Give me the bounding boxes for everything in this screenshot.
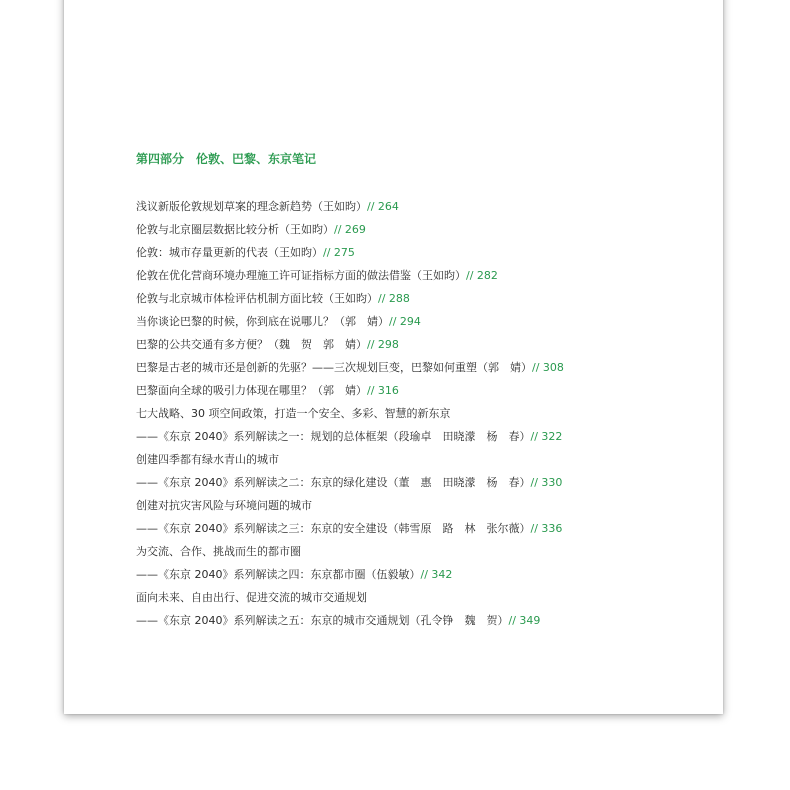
entry-text: ——《东京 2040》系列解读之五：东京的城市交通规划（孔令铮 魏 贺）: [136, 614, 509, 627]
entry-text: ——《东京 2040》系列解读之一：规划的总体框架（段瑜卓 田晓濛 杨 春）: [136, 430, 531, 443]
toc-entry[interactable]: [136, 379, 696, 402]
page-number: // 264: [367, 200, 399, 213]
toc-entry[interactable]: [136, 356, 696, 379]
entry-text: 当你谈论巴黎的时候，你到底在说哪儿？（郭 婧）: [136, 315, 389, 328]
page-number: // 294: [389, 315, 421, 328]
page-number: // 330: [530, 476, 563, 489]
page-number: // 316: [367, 384, 399, 397]
toc-entry[interactable]: [136, 402, 696, 425]
entry-text: 巴黎面向全球的吸引力体现在哪里？（郭 婧）: [136, 384, 367, 397]
entry-text: 七大战略、30 项空间政策，打造一个安全、多彩、智慧的新东京: [136, 407, 451, 420]
entry-text: 伦敦在优化营商环境办理施工许可证指标方面的做法借鉴（王如昀）: [136, 269, 466, 282]
page-number: // 322: [530, 430, 563, 443]
toc-entry[interactable]: [136, 517, 696, 540]
toc-entry[interactable]: [136, 540, 696, 563]
entry-text: 伦敦：城市存量更新的代表（王如昀）: [136, 246, 323, 259]
entry-text: 创建四季都有绿水青山的城市: [136, 453, 279, 466]
toc-entry[interactable]: [136, 241, 696, 264]
entry-text: 伦敦与北京圈层数据比较分析（王如昀）: [136, 223, 334, 236]
toc-list: [136, 195, 696, 632]
toc-entry[interactable]: [136, 264, 696, 287]
entry-text: ——《东京 2040》系列解读之二：东京的绿化建设（董 惠 田晓濛 杨 春）: [136, 476, 531, 489]
toc-entry[interactable]: [136, 195, 696, 218]
toc-entry[interactable]: [136, 333, 696, 356]
toc-entry[interactable]: [136, 218, 696, 241]
entry-text: ——《东京 2040》系列解读之三：东京的安全建设（韩雪原 路 林 张尔薇）: [136, 522, 531, 535]
entry-text: 为交流、合作、挑战而生的都市圈: [136, 545, 301, 558]
section-title: 第四部分 伦敦、巴黎、东京笔记: [136, 152, 317, 166]
toc-entry[interactable]: [136, 471, 696, 494]
page-number: // 269: [334, 223, 366, 236]
page-number: // 298: [367, 338, 399, 351]
page-number: // 282: [466, 269, 498, 282]
entry-text: 伦敦与北京城市体检评估机制方面比较（王如昀）: [136, 292, 378, 305]
entry-text: 浅议新版伦敦规划草案的理念新趋势（王如昀）: [136, 200, 367, 213]
entry-text: 创建对抗灾害风险与环境问题的城市: [136, 499, 312, 512]
toc-entry[interactable]: [136, 287, 696, 310]
entry-text: 巴黎是古老的城市还是创新的先驱？——三次规划巨变，巴黎如何重塑（郭 婧）: [136, 361, 532, 374]
page-number: // 308: [532, 361, 564, 374]
entry-text: 面向未来、自由出行、促进交流的城市交通规划: [136, 591, 367, 604]
page-number: // 275: [323, 246, 355, 259]
table-of-contents: [136, 150, 696, 632]
document-page: [64, 0, 723, 714]
page-number: // 288: [378, 292, 410, 305]
page-number: // 336: [530, 522, 563, 535]
toc-entry[interactable]: [136, 310, 696, 333]
toc-entry[interactable]: [136, 448, 696, 471]
entry-text: ——《东京 2040》系列解读之四：东京都市圈（伍毅敏）: [136, 568, 421, 581]
toc-entry[interactable]: [136, 563, 696, 586]
toc-entry[interactable]: [136, 586, 696, 609]
page-number: // 349: [508, 614, 541, 627]
entry-text: 巴黎的公共交通有多方便？（魏 贺 郭 婧）: [136, 338, 367, 351]
toc-entry[interactable]: [136, 494, 696, 517]
toc-entry[interactable]: [136, 609, 696, 632]
toc-entry[interactable]: [136, 425, 696, 448]
page-number: // 342: [420, 568, 453, 581]
